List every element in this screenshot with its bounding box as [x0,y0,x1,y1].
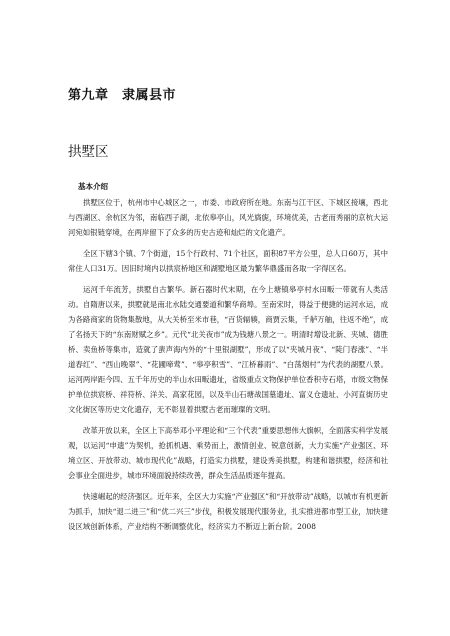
paragraph-reform: 改革开放以来，全区上下高举邓小平理论和“三个代表”重要思想伟大旗帜，全面落实科学发展观，以运河“申遗”为契机，抢抓机遇、乘势而上，激情创业、锐意创新，大力实施“产业强区、环境立区、开放带动、城市现代化”战略，打造实力拱墅，建设秀美拱墅，构建和谐拱墅，经济和社会事业全面进步，城市环境面貌持续改善，群众生活品质逐年提高。 [68,426,388,480]
paragraph-history: 运河千年流芳，拱墅自古繁华。新石器时代末期，在今上塘镇皋亭村水田畈一带就有人类活动。自隋唐以来，拱墅就是南北水陆交通要道和繁华商埠。至南宋时，得益于便捷的运河水运，成为各路商家的货物集散地，从大关桥至米市巷，“百货辐辏，商贾云集，千舻万舳，往返不绝”，成了名扬天下的“东南财赋之乡”。元代“北关夜市”成为钱塘八景之一。明清时增设北新、夹城、德胜桥、卖鱼桥等集市，造就了蜚声海内外的“十里银湖墅”，形成了以“夹城月夜”、“陡门春涨”、“半道春红”、“西山晚翠”、“花圃啼莺”、“皋亭积雪”、“江桥暮雨”、“白荡烟村”为代表的湖墅八景。运河两岸距今四、五千年历史的半山水田畈遗址，省级重点文物保护单位香积寺石塔，市级文物保护单位拱宸桥、祥符桥、洋关、高家花园，以及半山石塘战国墓遗址、富义仓遗址、小河直街历史文化街区等历史文化遗存，无不彰显着拱墅古老而璀璨的文明。 [68,285,388,414]
paragraph-overview: 拱墅区位于，杭州市中心城区之一，市委、市政府所在地。东南与江干区、下城区接壤，西北与西湖区、余杭区为邻，南临西子湖，北依皋亭山，风光旖旎，环境优美，古老而秀丽的京杭大运河宛如银链穿境，在两岸留下了众多的历史古迹和灿烂的文化遗产。 [68,198,388,237]
section-heading: 基本介绍 [78,182,108,191]
district-title: 拱墅区 [68,144,109,160]
chapter-title: 第九章 隶属县市 [68,88,177,103]
body-text [68,180,388,534]
paragraph-administration: 全区下辖3个镇、7个街道，15个行政村、71个社区，面积87平方公里，总人口60万，其中常住人口31万。因旧时境内以拱宸桥地区和湖墅地区最为繁华鼎盛而各取一字得区名。 [68,249,388,273]
paragraph-economy: 快速崛起的经济强区。近年来，全区大力实施“产业强区”和“开放带动”战略，以城市有机更新为抓手，加快“退二进三”和“优二兴三”步伐，积极发展现代服务业，扎实推进都市型工业，加快建设区域创新体系，产业结构不断调整优化，经济实力不断迈上新台阶。2008 [68,492,388,531]
